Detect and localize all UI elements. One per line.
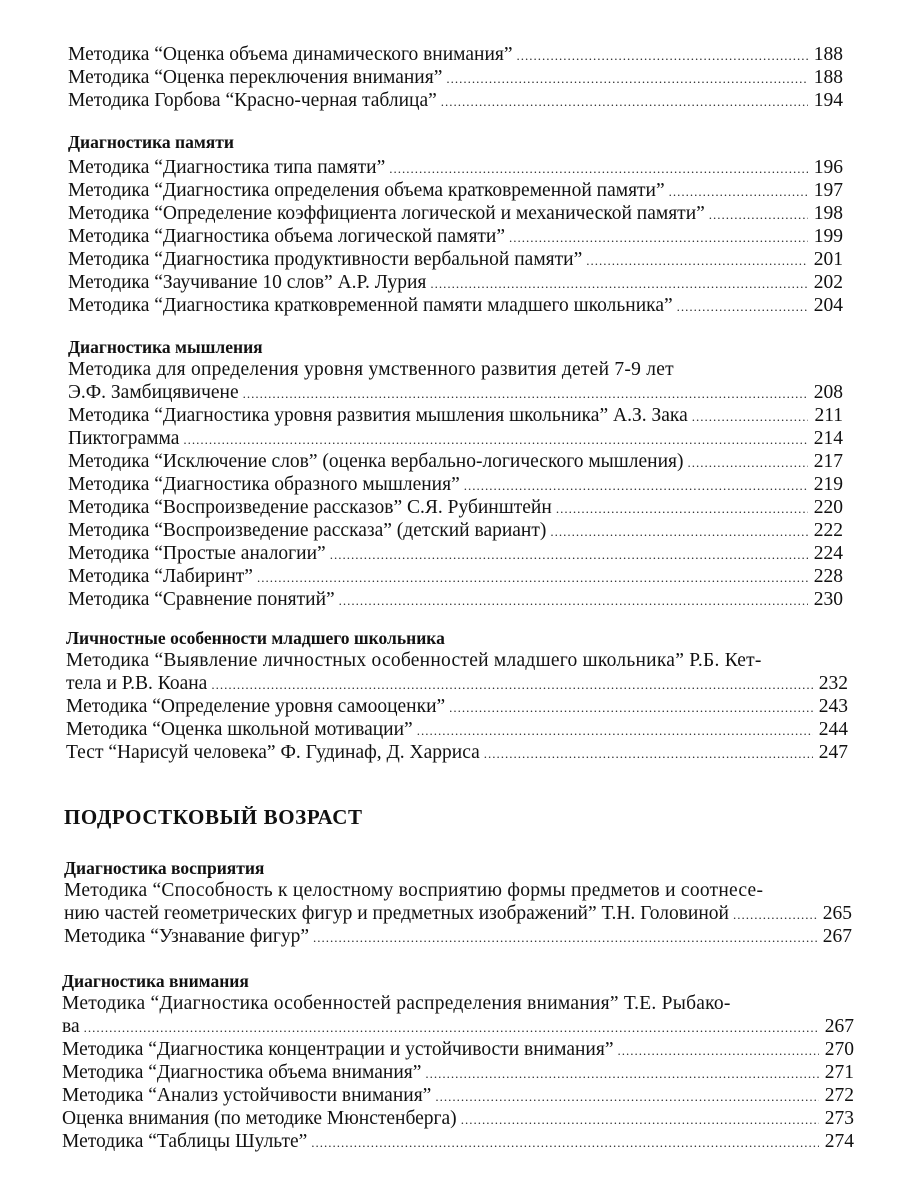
- toc-entry-title: Методика “Диагностика определения объема кратковременной памяти”: [68, 180, 665, 201]
- toc-entry-page: 267: [824, 1016, 854, 1037]
- dot-leader: [692, 405, 809, 428]
- dot-leader: [446, 67, 807, 90]
- toc-entry-title: Методика “Сравнение понятий”: [68, 589, 335, 610]
- toc-entry-title: Методика “Диагностика продуктивности вербальной памяти”: [68, 249, 583, 270]
- dot-leader: [84, 1016, 819, 1039]
- toc-entry-title: Методика “Определение уровня самооценки”: [66, 696, 446, 717]
- toc-entry-title: Методика “Исключение слов” (оценка вербально-логического мышления): [68, 451, 684, 472]
- toc-entry-page: 271: [824, 1062, 854, 1083]
- toc-entry[interactable]: [62, 1107, 854, 1131]
- toc-entry[interactable]: [68, 248, 843, 272]
- toc-entry-title: Методика “Диагностика образного мышления”: [68, 474, 460, 495]
- dot-leader: [669, 180, 808, 203]
- toc-entry-title: Оценка внимания (по методике Мюнстенберга): [62, 1108, 457, 1129]
- toc-entry[interactable]: [68, 179, 843, 203]
- toc-entry[interactable]: [68, 225, 843, 249]
- toc-entry[interactable]: [62, 1038, 854, 1062]
- toc-entry-page: 202: [813, 272, 843, 293]
- dot-leader: [464, 474, 808, 497]
- toc-entry[interactable]: [66, 672, 848, 696]
- dot-leader: [339, 589, 808, 612]
- toc-entry[interactable]: [68, 89, 843, 113]
- subsection-heading: Диагностика мышления: [68, 337, 263, 357]
- toc-entry[interactable]: [68, 542, 843, 566]
- toc-entry-page: 199: [813, 226, 843, 247]
- dot-leader: [677, 295, 808, 318]
- toc-entry[interactable]: [62, 1015, 854, 1039]
- subsection-heading: Диагностика памяти: [68, 132, 234, 152]
- toc-entry-title: Пиктограмма: [68, 428, 180, 449]
- toc-entry-page: 211: [814, 405, 843, 426]
- dot-leader: [330, 543, 808, 566]
- toc-entry-title: Методика “Оценка переключения внимания”: [68, 67, 443, 88]
- toc-entry-page: 273: [824, 1108, 854, 1129]
- toc-entry-title: Методика “Воспроизведение рассказа” (детский вариант): [68, 520, 547, 541]
- toc-entry-title: Методика Горбова “Красно-черная таблица”: [68, 90, 437, 111]
- dot-leader: [257, 566, 808, 589]
- toc-entry[interactable]: [68, 473, 843, 497]
- toc-entry-first-line[interactable]: Методика “Выявление личностных особенностей младшего школьника” Р.Б. Кет-: [66, 650, 762, 671]
- toc-entry-title: Методика “Оценка объема динамического внимания”: [68, 44, 513, 65]
- dot-leader: [417, 719, 813, 742]
- toc-entry-first-line[interactable]: Методика для определения уровня умственного развития детей 7-9 лет: [68, 359, 674, 380]
- toc-entry-page: 222: [813, 520, 843, 541]
- toc-entry-page: 188: [813, 67, 843, 88]
- toc-entry[interactable]: [62, 1084, 854, 1108]
- toc-entry-title: Методика “Определение коэффициента логической и механической памяти”: [68, 203, 705, 224]
- toc-entry-page: 247: [818, 742, 848, 763]
- toc-entry-title: Методика “Таблицы Шульте”: [62, 1131, 308, 1152]
- toc-entry[interactable]: [68, 66, 843, 90]
- toc-entry[interactable]: [66, 741, 848, 765]
- toc-entry-title: Методика “Диагностика уровня развития мышления школьника” А.З. Зака: [68, 405, 688, 426]
- dot-leader: [688, 451, 808, 474]
- toc-entry-title: Методика “Диагностика объема внимания”: [62, 1062, 422, 1083]
- dot-leader: [484, 742, 813, 765]
- subsection-heading: Личностные особенности младшего школьника: [66, 628, 445, 648]
- dot-leader: [430, 272, 807, 295]
- toc-entry-title: Тест “Нарисуй человека” Ф. Гудинаф, Д. Харриса: [66, 742, 480, 763]
- subsection-heading: Диагностика восприятия: [64, 858, 265, 878]
- toc-entry-page: 219: [813, 474, 843, 495]
- toc-entry-title: Методика “Диагностика концентрации и устойчивости внимания”: [62, 1039, 614, 1060]
- toc-entry-page: 214: [813, 428, 843, 449]
- toc-entry-first-line[interactable]: Методика “Диагностика особенностей распределения внимания” Т.Е. Рыбако-: [62, 993, 731, 1014]
- toc-entry-page: 224: [813, 543, 843, 564]
- dot-leader: [243, 382, 808, 405]
- toc-entry[interactable]: [66, 695, 848, 719]
- toc-entry-page: 197: [813, 180, 843, 201]
- dot-leader: [517, 44, 808, 67]
- toc-entry-page: 201: [813, 249, 843, 270]
- toc-entry-page: 274: [824, 1131, 854, 1152]
- toc-entry-title: Методика “Лабиринт”: [68, 566, 253, 587]
- dot-leader: [313, 926, 817, 949]
- toc-entry[interactable]: [68, 427, 843, 451]
- toc-entry[interactable]: [68, 588, 843, 612]
- section-title: ПОДРОСТКОВЫЙ ВОЗРАСТ: [64, 805, 363, 829]
- toc-entry[interactable]: [68, 381, 843, 405]
- dot-leader: [441, 90, 808, 113]
- dot-leader: [389, 157, 808, 180]
- dot-leader: [435, 1085, 818, 1108]
- dot-leader: [183, 428, 807, 451]
- toc-entry[interactable]: [64, 902, 852, 926]
- toc-entry[interactable]: [68, 202, 843, 226]
- dot-leader: [550, 520, 807, 543]
- toc-entry-page: 265: [822, 903, 852, 924]
- toc-entry-page: 243: [818, 696, 848, 717]
- toc-entry-page: 232: [818, 673, 848, 694]
- toc-entry-page: 220: [813, 497, 843, 518]
- toc-entry[interactable]: [68, 519, 843, 543]
- toc-entry-page: 204: [813, 295, 843, 316]
- dot-leader: [556, 497, 808, 520]
- toc-entry-title: нию частей геометрических фигур и предметных изображений” Т.Н. Головиной: [64, 903, 729, 924]
- toc-entry[interactable]: [64, 925, 852, 949]
- toc-entry-page: 272: [824, 1085, 854, 1106]
- toc-entry[interactable]: [68, 43, 843, 67]
- toc-entry[interactable]: [68, 271, 843, 295]
- toc-entry[interactable]: [62, 1061, 854, 1085]
- toc-entry-page: 228: [813, 566, 843, 587]
- toc-entry-page: 244: [818, 719, 848, 740]
- dot-leader: [509, 226, 808, 249]
- toc-entry[interactable]: [68, 450, 843, 474]
- toc-entry[interactable]: [68, 496, 843, 520]
- toc-entry-page: 194: [813, 90, 843, 111]
- dot-leader: [311, 1131, 818, 1154]
- toc-entry[interactable]: [66, 718, 848, 742]
- toc-entry-title: Методика “Узнавание фигур”: [64, 926, 310, 947]
- dot-leader: [733, 903, 817, 926]
- toc-entry[interactable]: [62, 1130, 854, 1154]
- toc-entry-page: 270: [824, 1039, 854, 1060]
- toc-entry-title: Методика “Анализ устойчивости внимания”: [62, 1085, 432, 1106]
- toc-entry-title: Методика “Диагностика кратковременной памяти младшего школьника”: [68, 295, 673, 316]
- toc-entry[interactable]: [68, 404, 843, 428]
- toc-entry-title: Методика “Диагностика типа памяти”: [68, 157, 386, 178]
- dot-leader: [425, 1062, 818, 1085]
- toc-entry-title: Методика “Заучивание 10 слов” А.Р. Лурия: [68, 272, 427, 293]
- toc-entry-page: 230: [813, 589, 843, 610]
- toc-entry[interactable]: [68, 294, 843, 318]
- subsection-heading: Диагностика внимания: [62, 971, 249, 991]
- toc-entry-title: Э.Ф. Замбицявичене: [68, 382, 239, 403]
- toc-entry[interactable]: [68, 156, 843, 180]
- toc-entry-first-line[interactable]: Методика “Способность к целостному восприятию формы предметов и соотнесе-: [64, 880, 764, 901]
- dot-leader: [449, 696, 813, 719]
- toc-entry-page: 198: [813, 203, 843, 224]
- toc-entry-page: 208: [813, 382, 843, 403]
- toc-entry-title: Методика “Оценка школьной мотивации”: [66, 719, 413, 740]
- dot-leader: [211, 673, 812, 696]
- toc-entry-page: 267: [822, 926, 852, 947]
- toc-entry-title: ва: [62, 1016, 80, 1037]
- dot-leader: [709, 203, 808, 226]
- toc-entry-title: тела и Р.В. Коана: [66, 673, 208, 694]
- dot-leader: [461, 1108, 819, 1131]
- toc-entry[interactable]: [68, 565, 843, 589]
- toc-entry-page: 217: [813, 451, 843, 472]
- toc-entry-page: 196: [813, 157, 843, 178]
- toc-entry-page: 188: [813, 44, 843, 65]
- toc-entry-title: Методика “Диагностика объема логической памяти”: [68, 226, 506, 247]
- toc-entry-title: Методика “Простые аналогии”: [68, 543, 326, 564]
- dot-leader: [617, 1039, 818, 1062]
- dot-leader: [586, 249, 807, 272]
- toc-entry-title: Методика “Воспроизведение рассказов” С.Я. Рубинштейн: [68, 497, 552, 518]
